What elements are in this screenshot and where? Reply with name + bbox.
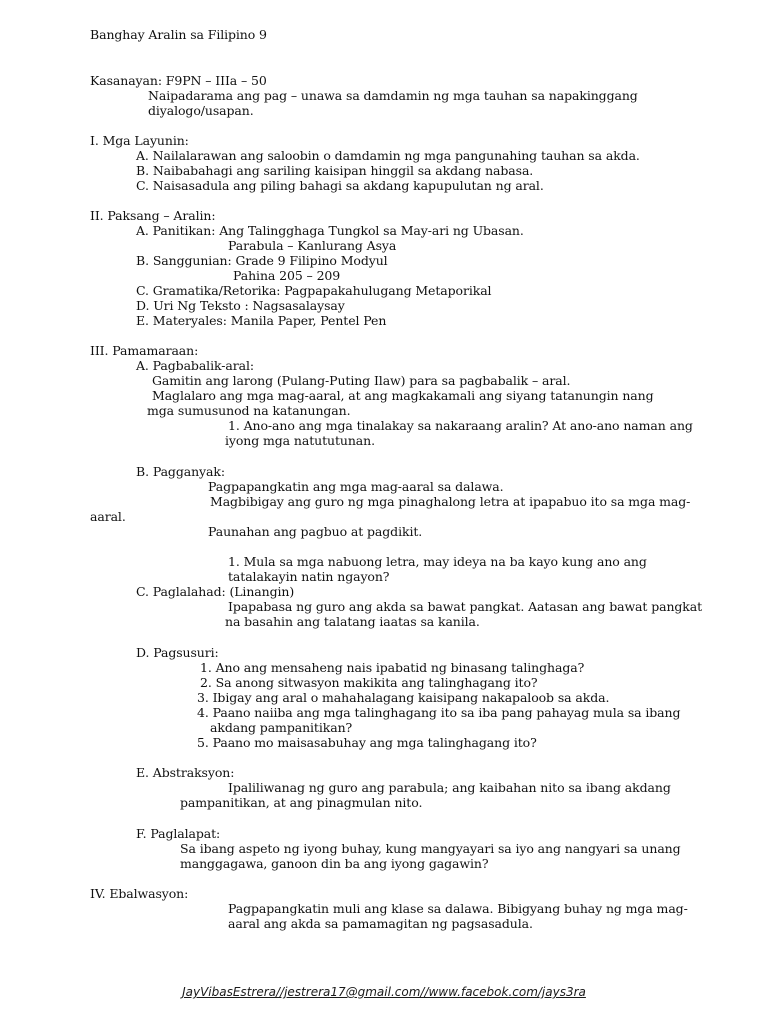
pagbabalik-aral-question: 1. Ano-ano ang mga tinalakay sa nakaraang aralin? At ano-ano naman ang	[228, 418, 693, 433]
pagbabalik-aral-line: mga sumusunod na katanungan.	[147, 403, 351, 418]
pagganyak-question: 1. Mula sa mga nabuong letra, may ideya na ba kayo kung ano ang	[228, 554, 647, 569]
section-heading-ebalwasyon: IV. Ebalwasyon:	[90, 886, 189, 901]
pagganyak-question-cont: tatalakayin natin ngayon?	[228, 569, 390, 584]
subheading-pagsusuri: D. Pagsusuri:	[136, 645, 219, 660]
subheading-abstraksyon: E. Abstraksyon:	[136, 765, 235, 780]
layunin-item-a: A. Nailalarawan ang saloobin o damdamin ng mga pangunahing tauhan sa akda.	[136, 148, 640, 163]
subheading-pagganyak: B. Pagganyak:	[136, 464, 225, 479]
paksang-item-b-cont: Pahina 205 – 209	[233, 268, 341, 283]
section-heading-pamamaraan: III. Pamamaraan:	[90, 343, 199, 358]
pagsusuri-question: 5. Paano mo maisasabuhay ang mga talinghagang ito?	[197, 735, 537, 750]
section-heading-layunin: I. Mga Layunin:	[90, 133, 189, 148]
subheading-paglalahad: C. Paglalahad: (Linangin)	[136, 584, 295, 599]
kasanayan-text-cont: diyalogo/usapan.	[148, 103, 254, 118]
section-heading-paksang-aralin: II. Paksang – Aralin:	[90, 208, 216, 223]
kasanayan-text: Naipadarama ang pag – unawa sa damdamin ng mga tauhan sa napakinggang	[148, 88, 638, 103]
subheading-paglalapat: F. Paglalapat:	[136, 826, 221, 841]
paglalapat-line: manggagawa, ganoon din ba ang iyong gagawin?	[180, 856, 489, 871]
pagbabalik-aral-line: Gamitin ang larong (Pulang-Puting Ilaw) para sa pagbabalik – aral.	[152, 373, 571, 388]
paksang-item-d: D. Uri Ng Teksto : Nagsasalaysay	[136, 298, 345, 313]
pagsusuri-question: 1. Ano ang mensaheng nais ipabatid ng binasang talinghaga?	[200, 660, 585, 675]
page-footer	[0, 985, 768, 999]
paglalahad-line: Ipapabasa ng guro ang akda sa bawat pangkat. Aatasan ang bawat pangkat	[228, 599, 703, 614]
pagganyak-line: aaral.	[90, 509, 126, 524]
pagganyak-line: Pagpapangkatin ang mga mag-aaral sa dalawa.	[208, 479, 504, 494]
footer-contact-text: JayVibasEstrera//jestrera17@gmail.com//www.facebok.com/jays3ra	[182, 985, 586, 999]
abstraksyon-line: pampanitikan, at ang pinagmulan nito.	[180, 795, 423, 810]
pagganyak-line: Paunahan ang pagbuo at pagdikit.	[208, 524, 423, 539]
paksang-item-c: C. Gramatika/Retorika: Pagpapakahulugang Metaporikal	[136, 283, 492, 298]
pagbabalik-aral-question-cont: iyong mga natututunan.	[225, 433, 375, 448]
abstraksyon-line: Ipaliliwanag ng guro ang parabula; ang kaibahan nito sa ibang akdang	[228, 780, 671, 795]
pagbabalik-aral-line: Maglalaro ang mga mag-aaral, at ang magkakamali ang siyang tatanungin nang	[152, 388, 654, 403]
subheading-pagbabalik-aral: A. Pagbabalik-aral:	[136, 358, 254, 373]
document-title: Banghay Aralin sa Filipino 9	[90, 27, 267, 42]
kasanayan-code: Kasanayan: F9PN – IIIa – 50	[90, 73, 267, 88]
pagsusuri-question: 2. Sa anong sitwasyon makikita ang talinghagang ito?	[200, 675, 538, 690]
layunin-item-c: C. Naisasadula ang piling bahagi sa akdang kapupulutan ng aral.	[136, 178, 544, 193]
paglalapat-line: Sa ibang aspeto ng iyong buhay, kung mangyayari sa iyo ang nangyari sa unang	[180, 841, 681, 856]
paksang-item-a-cont: Parabula – Kanlurang Asya	[228, 238, 397, 253]
pagganyak-line: Magbibigay ang guro ng mga pinaghalong letra at ipapabuo ito sa mga mag-	[210, 494, 691, 509]
ebalwasyon-line: Pagpapangkatin muli ang klase sa dalawa. Bibigyang buhay ng mga mag-	[228, 901, 688, 916]
ebalwasyon-line: aaral ang akda sa pamamagitan ng pagsasadula.	[228, 916, 533, 931]
paksang-item-b: B. Sanggunian: Grade 9 Filipino Modyul	[136, 253, 388, 268]
layunin-item-b: B. Naibabahagi ang sariling kaisipan hinggil sa akdang nabasa.	[136, 163, 534, 178]
pagsusuri-question-cont: akdang pampanitikan?	[210, 720, 353, 735]
pagsusuri-question: 3. Ibigay ang aral o mahahalagang kaisipang nakapaloob sa akda.	[197, 690, 610, 705]
paglalahad-line: na basahin ang talatang iaatas sa kanila.	[225, 614, 480, 629]
pagsusuri-question: 4. Paano naiiba ang mga talinghagang ito sa iba pang pahayag mula sa ibang	[197, 705, 681, 720]
paksang-item-a: A. Panitikan: Ang Talingghaga Tungkol sa May-ari ng Ubasan.	[136, 223, 524, 238]
paksang-item-e: E. Materyales: Manila Paper, Pentel Pen	[136, 313, 387, 328]
